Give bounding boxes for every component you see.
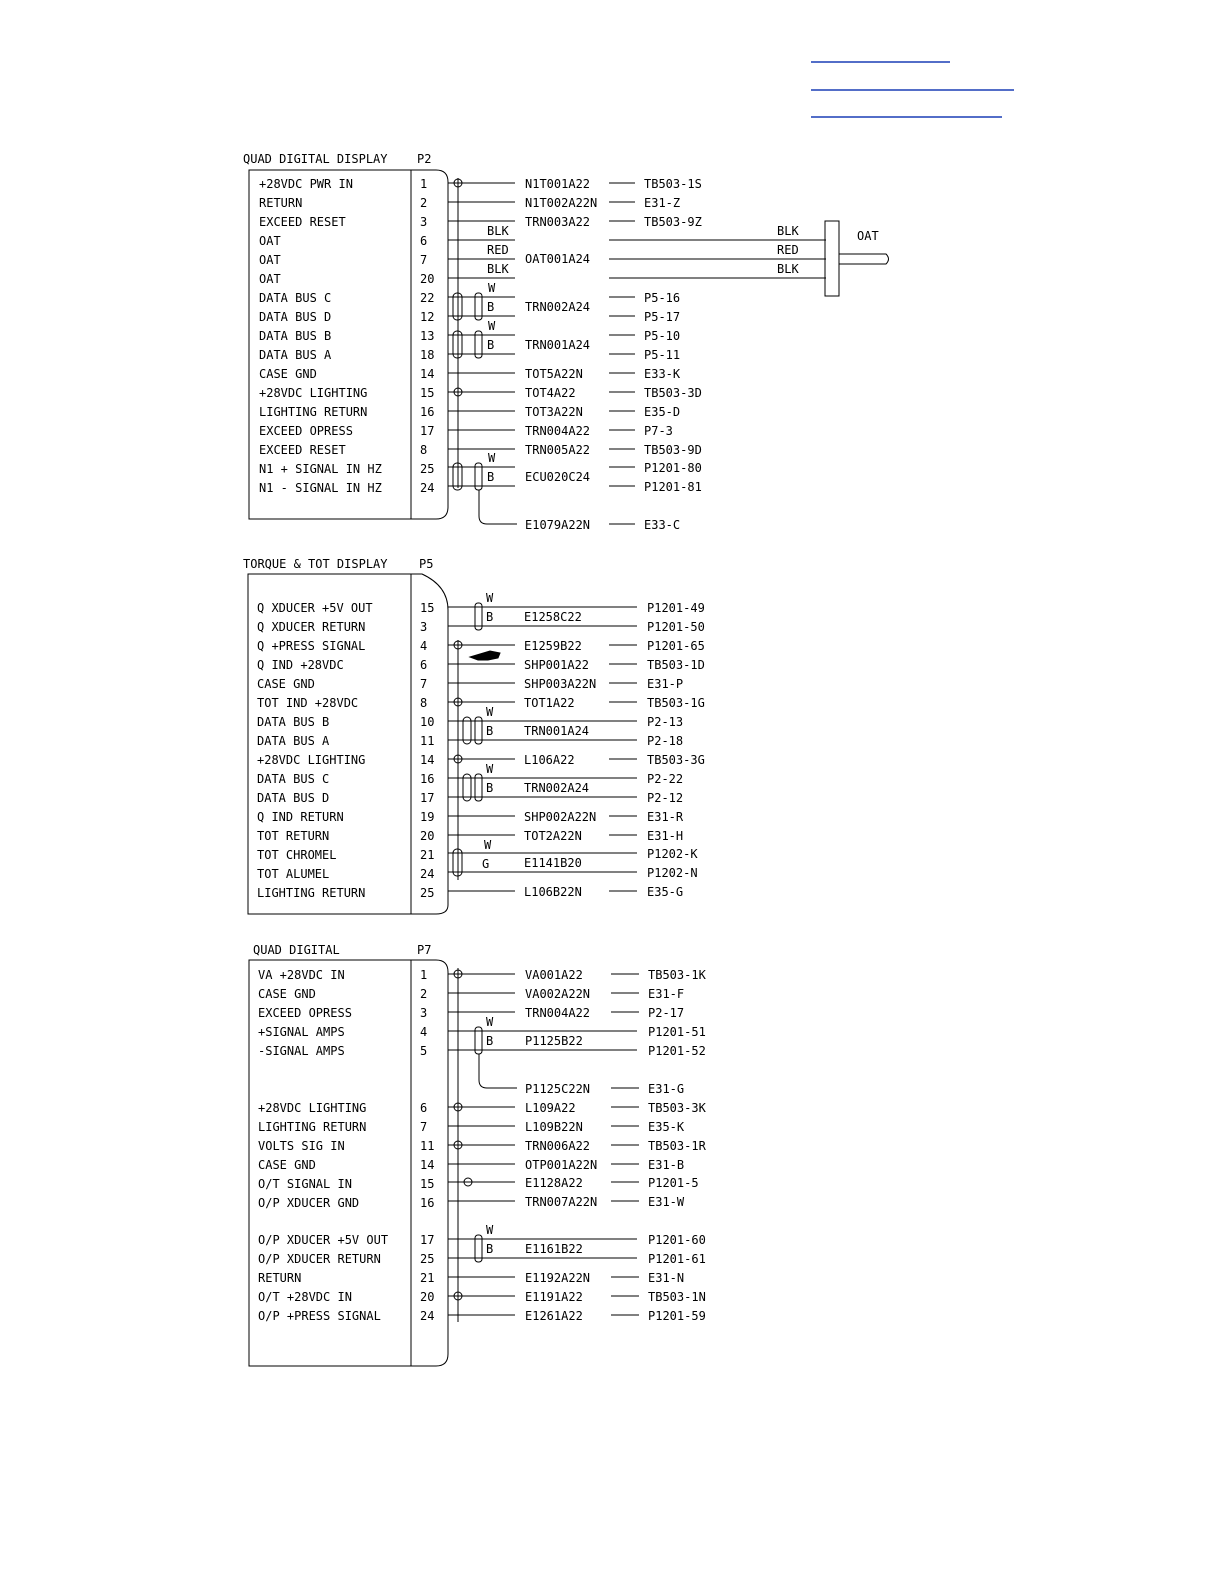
pin-number: 8: [420, 443, 428, 457]
pin-number: 19: [420, 810, 435, 824]
pin-number: 3: [420, 620, 428, 634]
pin-label: O/P +PRESS SIGNAL: [258, 1309, 381, 1323]
wire-number: TRN004A22: [525, 424, 591, 438]
wire-destination: TB503-1G: [647, 696, 705, 710]
wire-color: BLK: [487, 262, 509, 276]
wire-number: L106B22N: [524, 885, 582, 899]
wire-number: E1079A22N: [525, 518, 591, 532]
pin-number: 3: [420, 1006, 428, 1020]
wire-number: TOT4A22: [525, 386, 576, 400]
pin-number: 20: [420, 272, 435, 286]
wire-destination: TB503-9D: [644, 443, 702, 457]
wire-number: TRN002A24: [525, 300, 591, 314]
wire-destination: TB503-1R: [648, 1139, 706, 1153]
pin-number: 6: [420, 1101, 428, 1115]
wire-number: TRN001A24: [524, 724, 590, 738]
wire-destination: P2-17: [648, 1006, 685, 1020]
sensor-wire-color: BLK: [777, 224, 799, 238]
pin-label: TOT CHROMEL: [257, 848, 337, 862]
pin-label: O/T SIGNAL IN: [258, 1177, 352, 1191]
pin-number: 25: [420, 462, 435, 476]
pin-label: Q IND RETURN: [257, 810, 344, 824]
pin-number: 6: [420, 234, 428, 248]
pin-number: 11: [420, 734, 435, 748]
wire-number: E1128A22: [525, 1176, 583, 1190]
pin-number: 22: [420, 291, 435, 305]
pin-label: O/P XDUCER +5V OUT: [258, 1233, 389, 1247]
wire-number: L109A22: [525, 1101, 576, 1115]
pin-number: 8: [420, 696, 428, 710]
wire-number: OTP001A22N: [525, 1158, 598, 1172]
section-p2: [243, 152, 889, 532]
pin-number: 15: [420, 1177, 435, 1191]
wire-number: P1125B22: [525, 1034, 583, 1048]
wire-destination: E31-F: [648, 987, 685, 1001]
pointing-hand-icon: [470, 651, 500, 660]
pin-number: 21: [420, 1271, 435, 1285]
wire-color: W: [486, 762, 494, 776]
section-p5: [243, 557, 705, 914]
pin-label: O/P XDUCER GND: [258, 1196, 360, 1210]
pin-number: 16: [420, 1196, 435, 1210]
wire-number: E1191A22: [525, 1290, 583, 1304]
sensor-name: OAT: [857, 229, 879, 243]
pin-label: DATA BUS B: [259, 329, 332, 343]
wire-number: TRN006A22: [525, 1139, 591, 1153]
pin-number: 7: [420, 253, 428, 267]
wire-color: W: [486, 705, 494, 719]
pin-number: 13: [420, 329, 435, 343]
wire-destination: E31-N: [648, 1271, 685, 1285]
pin-number: 1: [420, 177, 428, 191]
wire-destination: P1201-52: [648, 1044, 706, 1058]
wire-destination: P1201-51: [648, 1025, 706, 1039]
wire-destination: E31-W: [648, 1195, 685, 1209]
wire-destination: P1201-60: [648, 1233, 706, 1247]
wire-color: B: [486, 610, 494, 624]
wire-number: E1161B22: [525, 1242, 583, 1256]
pin-number: 21: [420, 848, 435, 862]
pin-number: 5: [420, 1044, 428, 1058]
pin-label: LIGHTING RETURN: [257, 886, 366, 900]
wire-destination: P1201-5: [648, 1176, 699, 1190]
pin-number: 17: [420, 424, 435, 438]
wire-destination: TB503-3G: [647, 753, 705, 767]
pin-number: 14: [420, 367, 435, 381]
pin-label: DATA BUS A: [257, 734, 330, 748]
pin-label: O/T +28VDC IN: [258, 1290, 352, 1304]
wire-color: B: [487, 470, 495, 484]
pin-number: 16: [420, 772, 435, 786]
wire-number: TRN005A22: [525, 443, 591, 457]
pin-label: N1 + SIGNAL IN HZ: [259, 462, 382, 476]
pin-number: 14: [420, 753, 435, 767]
pin-number: 6: [420, 658, 428, 672]
wire-destination: E31-G: [648, 1082, 685, 1096]
pin-label: CASE GND: [259, 367, 317, 381]
wire-color: W: [484, 838, 492, 852]
wire-destination: P1201-50: [647, 620, 705, 634]
wire-destination: P2-13: [647, 715, 684, 729]
wire-number: SHP001A22: [524, 658, 590, 672]
wire-number: TRN003A22: [525, 215, 591, 229]
wire-number: N1T001A22: [525, 177, 591, 191]
wire-number: SHP002A22N: [524, 810, 597, 824]
pin-label: LIGHTING RETURN: [259, 405, 368, 419]
wire-number: SHP003A22N: [524, 677, 597, 691]
pin-label: TOT ALUMEL: [257, 867, 330, 881]
pin-label: RETURN: [259, 196, 303, 210]
pin-number: 7: [420, 1120, 428, 1134]
pin-number: 4: [420, 639, 428, 653]
wire-number: TOT3A22N: [525, 405, 583, 419]
pin-label: TOT IND +28VDC: [257, 696, 359, 710]
pin-label: LIGHTING RETURN: [258, 1120, 367, 1134]
wire-destination: P5-10: [644, 329, 681, 343]
wire-destination: P1201-80: [644, 461, 702, 475]
wire-number: L109B22N: [525, 1120, 583, 1134]
wire-destination: P1201-59: [648, 1309, 706, 1323]
wire-color: W: [488, 281, 496, 295]
wire-color: W: [486, 1015, 494, 1029]
wire-number: E1141B20: [524, 856, 582, 870]
pin-label: CASE GND: [258, 987, 316, 1001]
pin-number: 15: [420, 386, 435, 400]
wire-destination: E31-R: [647, 810, 684, 824]
wire-number: TRN002A24: [524, 781, 590, 795]
pin-number: 24: [420, 481, 435, 495]
pin-label: OAT: [259, 234, 281, 248]
wire-color: B: [486, 724, 494, 738]
oat-sensor-probe: [839, 254, 889, 264]
wire-number: P1125C22N: [525, 1082, 591, 1096]
wire-color: W: [486, 1223, 494, 1237]
pin-number: 20: [420, 1290, 435, 1304]
pin-label: DATA BUS D: [257, 791, 330, 805]
wire-destination: E31-P: [647, 677, 684, 691]
wire-number: L106A22: [524, 753, 575, 767]
wire-destination: P5-11: [644, 348, 681, 362]
wire-destination: E31-H: [647, 829, 684, 843]
wire-number: TRN001A24: [525, 338, 591, 352]
wire-color: RED: [487, 243, 509, 257]
wire-number: ECU020C24: [525, 470, 591, 484]
pin-label: TOT RETURN: [257, 829, 330, 843]
pin-label: +28VDC LIGHTING: [259, 386, 368, 400]
wire-destination: TB503-3K: [648, 1101, 706, 1115]
pin-label: EXCEED RESET: [259, 443, 346, 457]
pin-number: 17: [420, 1233, 435, 1247]
wire-destination: TB503-1K: [648, 968, 706, 982]
wire-destination: P2-22: [647, 772, 684, 786]
pin-label: EXCEED OPRESS: [259, 424, 353, 438]
wire-color: B: [486, 1242, 494, 1256]
pin-label: DATA BUS C: [257, 772, 330, 786]
wire-destination: P5-17: [644, 310, 681, 324]
wire-number: N1T002A22N: [525, 196, 598, 210]
pin-number: 18: [420, 348, 435, 362]
wire-number: TRN004A22: [525, 1006, 591, 1020]
wire-number: TOT2A22N: [524, 829, 582, 843]
pin-number: 24: [420, 867, 435, 881]
wire-color: B: [487, 338, 495, 352]
pin-label: N1 - SIGNAL IN HZ: [259, 481, 382, 495]
pin-label: VA +28VDC IN: [258, 968, 345, 982]
wire-number: E1258C22: [524, 610, 582, 624]
pin-label: DATA BUS D: [259, 310, 332, 324]
wire-destination: P1201-61: [648, 1252, 706, 1266]
pin-number: 1: [420, 968, 428, 982]
section-title: TORQUE & TOT DISPLAY: [243, 557, 388, 571]
wire-destination: TB503-1N: [648, 1290, 706, 1304]
pin-number: 15: [420, 601, 435, 615]
pin-label: CASE GND: [257, 677, 315, 691]
wire-destination: E35-D: [644, 405, 681, 419]
pin-number: 11: [420, 1139, 435, 1153]
wire-destination: P7-3: [644, 424, 673, 438]
wire-color: W: [488, 319, 496, 333]
wire-destination: E31-B: [648, 1158, 685, 1172]
wire-destination: P1201-81: [644, 480, 702, 494]
pin-number: 14: [420, 1158, 435, 1172]
wire-number: VA002A22N: [525, 987, 591, 1001]
connector-id: P2: [417, 152, 432, 166]
wire-destination: E33-C: [644, 518, 681, 532]
wire-destination: P2-18: [647, 734, 684, 748]
wire-number: E1259B22: [524, 639, 582, 653]
connector-id: P5: [419, 557, 434, 571]
wire-destination: TB503-1D: [647, 658, 705, 672]
pin-label: -SIGNAL AMPS: [258, 1044, 345, 1058]
wire-color: BLK: [487, 224, 509, 238]
wire-color: B: [486, 1034, 494, 1048]
pin-label: O/P XDUCER RETURN: [258, 1252, 381, 1266]
wire-destination: E31-Z: [644, 196, 681, 210]
oat-sensor-block: [825, 221, 839, 296]
pin-label: Q IND +28VDC: [257, 658, 344, 672]
pin-label: OAT: [259, 272, 281, 286]
pin-label: DATA BUS B: [257, 715, 330, 729]
wire-number: OAT001A24: [525, 252, 591, 266]
pin-number: 17: [420, 791, 435, 805]
wire-color: B: [487, 300, 495, 314]
pin-label: Q XDUCER +5V OUT: [257, 601, 373, 615]
pin-label: +28VDC LIGHTING: [258, 1101, 367, 1115]
wire-destination: E35-K: [648, 1120, 685, 1134]
pin-label: +SIGNAL AMPS: [258, 1025, 345, 1039]
pin-label: Q +PRESS SIGNAL: [257, 639, 366, 653]
wire-destination: P1202-K: [647, 847, 698, 861]
wire-color: G: [482, 857, 490, 871]
wire-number: TRN007A22N: [525, 1195, 598, 1209]
pin-number: 24: [420, 1309, 435, 1323]
wire-destination: TB503-1S: [644, 177, 702, 191]
pin-number: 7: [420, 677, 428, 691]
pin-label: Q XDUCER RETURN: [257, 620, 366, 634]
wire-destination: E35-G: [647, 885, 684, 899]
connector-id: P7: [417, 943, 432, 957]
wire-destination: P2-12: [647, 791, 684, 805]
wire-destination: E33-K: [644, 367, 681, 381]
pin-number: 12: [420, 310, 435, 324]
pin-label: RETURN: [258, 1271, 302, 1285]
pin-number: 20: [420, 829, 435, 843]
wire-destination: P1201-65: [647, 639, 705, 653]
pin-label: +28VDC LIGHTING: [257, 753, 366, 767]
pin-label: EXCEED RESET: [259, 215, 346, 229]
section-title: QUAD DIGITAL DISPLAY: [243, 152, 388, 166]
pin-label: +28VDC PWR IN: [259, 177, 353, 191]
pin-label: DATA BUS A: [259, 348, 332, 362]
pin-label: VOLTS SIG IN: [258, 1139, 345, 1153]
pin-label: DATA BUS C: [259, 291, 332, 305]
pin-number: 16: [420, 405, 435, 419]
sensor-wire-color: RED: [777, 243, 799, 257]
pin-number: 3: [420, 215, 428, 229]
wire-number: E1261A22: [525, 1309, 583, 1323]
pin-number: 25: [420, 886, 435, 900]
pin-label: CASE GND: [258, 1158, 316, 1172]
wire-number: VA001A22: [525, 968, 583, 982]
section-p7: [249, 943, 707, 1366]
pin-number: 10: [420, 715, 435, 729]
sensor-wire-color: BLK: [777, 262, 799, 276]
pin-number: 25: [420, 1252, 435, 1266]
wire-number: TOT1A22: [524, 696, 575, 710]
wire-destination: TB503-9Z: [644, 215, 702, 229]
pin-number: 2: [420, 196, 428, 210]
wire-color: W: [486, 591, 494, 605]
wire-color: B: [486, 781, 494, 795]
wire-color: W: [488, 451, 496, 465]
wire-destination: P5-16: [644, 291, 681, 305]
pin-number: 2: [420, 987, 428, 1001]
wire-number: E1192A22N: [525, 1271, 591, 1285]
wire-destination: TB503-3D: [644, 386, 702, 400]
wire-destination: P1201-49: [647, 601, 705, 615]
pin-number: 4: [420, 1025, 428, 1039]
wire-destination: P1202-N: [647, 866, 698, 880]
pin-label: OAT: [259, 253, 281, 267]
pin-label: EXCEED OPRESS: [258, 1006, 352, 1020]
section-title: QUAD DIGITAL: [253, 943, 340, 957]
wire-number: TOT5A22N: [525, 367, 583, 381]
